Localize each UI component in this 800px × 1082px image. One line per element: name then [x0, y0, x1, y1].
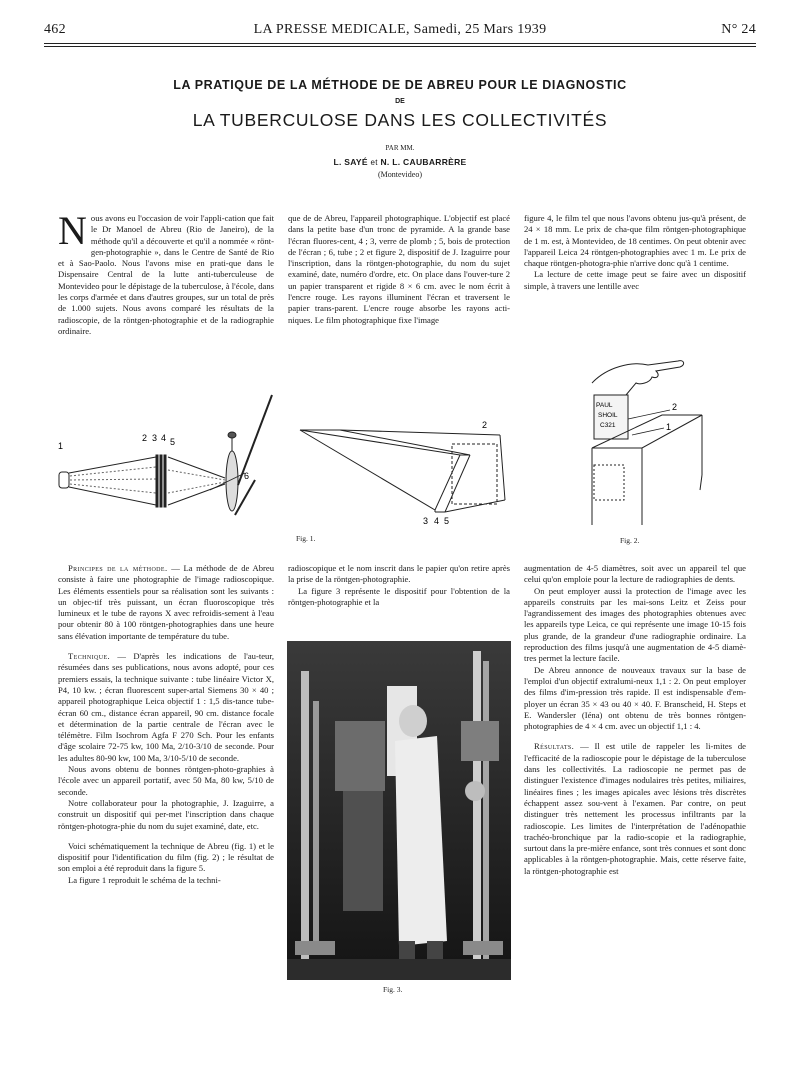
principes-text: — La méthode de de Abreu consiste à faire une photographie de l'image radioscopique. Les éléments essentiels pour sa réalisation sont les suivants : un objec-tif très puissant, un écran fluoroscopique très lumineux et le tube de rayons X avec refroidis-sement à l'eau pour obtenir 80 à 100 röntgen-photographies dans une heure sans élévation importante de température du tube.	[58, 563, 274, 641]
body-column-3	[524, 563, 746, 877]
technique-heading: Technique.	[68, 651, 111, 662]
fig1-label-1: 1	[58, 441, 64, 451]
figure-2-caption: Fig. 2.	[620, 536, 640, 545]
figure-1-schematic-left	[50, 375, 290, 535]
resultats-paragraph	[524, 741, 746, 877]
affiliation: (Montevideo)	[378, 170, 422, 179]
tube-rect	[59, 472, 69, 488]
author-2: N. L. CAUBARRÈRE	[380, 157, 467, 167]
resultats-text: — Il est utile de rappeler les li-mites de l'efficacité de la radioscopie pour le dépistage de la tuberculose dans les collectivités. La radioscopie ne permet pas de distinguer l'existence d'images nodulaires très petites, miliaires, linéaires fines ; les images apicales avec lésions très discrètes échappent assez sou-vent à l'examen. Par contre, on peut distinguer très nettement les processus infiltrants par la radioscopie. Les limites de l'interprétation de l'adénopathie trachéo-bronchique par la radio-scopie et la radiographie, surtout dans la pre-mière enfance, sont très connues et sont donc applicables à la röntgen-photographie. Mais, cette réserve faite, la röntgen-photographie est	[524, 741, 746, 876]
intro-paragraph-3: figure 4, le film tel que nous l'avons obtenu jus-qu'à présent, de 24 × 18 mm. Le prix de cha-que film röntgen-photographique de 1 m. est, à Montevideo, de 18 centimes. On peut obtenir avec l'appareil Leica 24 röntgen-photographies avec 1 m. Le prix de chaque röntgen-photogra-phie n'arrive donc qu'à 1 centime.	[524, 213, 746, 269]
fig1-label-4: 4	[161, 433, 167, 443]
fig1b-label-5: 5	[444, 516, 450, 526]
principes-heading: Principes de la méthode.	[68, 563, 168, 573]
figure-3-photograph	[287, 641, 511, 980]
intro-column-1	[58, 208, 274, 337]
figure1-ref-paragraph: La figure 1 reproduit le schéma de la techni-	[68, 874, 221, 885]
portatif-paragraph: Nous avons obtenu de bonnes röntgen-photo-graphies à l'école avec un appareil portatif, avec 50 Ma, 80 kw, 5/10 de seconde.	[58, 764, 274, 797]
mid-paragraph-2: La figure 3 représente le dispositif pour l'obtention de la röntgen-photographie et la	[288, 585, 510, 607]
principes-paragraph	[58, 563, 274, 642]
fig1-label-6: 6	[244, 471, 250, 481]
fig1-label-2: 2	[142, 433, 148, 443]
journal-title: LA PRESSE MEDICALE, Samedi, 25 Mars 1939	[253, 22, 547, 37]
issue-number: N° 24	[721, 22, 756, 37]
collaborateur-paragraph: Notre collaborateur pour la photographie, J. Izaguirre, a construit un dispositif qui per-met l'inscription dans chaque röntgen-photogra-phie du nom du sujet examiné, date, etc.	[58, 797, 274, 831]
plate-text-1: PAUL	[596, 402, 613, 409]
article-title-line2: DE	[395, 98, 405, 105]
byline: PAR MM.	[385, 144, 415, 152]
article-title-line3: LA TUBERCULOSE DANS LES COLLECTIVITÉS	[192, 110, 608, 130]
mid-paragraph-1: radioscopique et le nom inscrit dans le papier qu'on retire après la prise de la röntgen-photographie.	[288, 563, 510, 585]
body-column-1	[58, 563, 274, 886]
figure-1-caption: Fig. 1.	[296, 534, 316, 543]
author-1: L. SAYÉ	[333, 157, 368, 167]
plate-text-3: C321	[600, 422, 616, 429]
intro-paragraph-2: que de de Abreu, l'appareil photographique. L'objectif est placé dans la petite base d'un tronc de pyramide. A la grande base l'écran fluores-cent, 4 ; 3, verre de plomb ; 5, bois de protection de l'écran ; 6, tube ; 2 et figure 2, dispositif de J. Izaguirre pour l'inscription, dans la röntgen-photographie, du nom du sujet examiné, date, numéro d'ordre, etc. On place dans l'ouver-ture 2 un papier transparent et rigide 8 × 6 cm. avec le nom écrit à l'encre rouge. Les rayons illuminent l'écran et traversent le papier trans-parent. L'encre rouge absorbe les rayons acti-niques. Le film photographique fixe l'image	[288, 213, 510, 325]
right-paragraph-3: De Abreu annonce de nouveaux travaux sur la base de l'emploi d'un objectif extralumi-neux 1,1 : 2. On peut employer des films d'im-pression très rapide. Il est indispensable d'em-ployer un écran 35 × 43 ou 40 × 40. F. Branscheid, H. Steps et E. Wandersler (Iéna) ont obtenu de très bonnes röntgen-photographies de 4 × 4 cm. avec un objectif 1,1 : 4.	[524, 664, 746, 732]
fig1-label-3: 3	[152, 433, 158, 443]
intro-text: ous avons eu l'occasion de voir l'appli-cation que fait le Dr Manoel de Abreu (Rio de Janeiro), de la méthode qu'il a découverte et qu'il a nommée « rönt-gen-photographie », dans le Centre de Santé de Rio et à Sao-Paolo. Nous l'avons mise en prati-que dans le Dispensaire Central de la lutte anti-tuberculeuse de Montevideo pour le dépistage de la tuberculose, à l'école, dans les corps d'armée et dans d'autres groupes, sur un total de près de 1.000 sujets. Nous avons comparé les résultats de la radioscopie, de la röntgen-photographie et de la radiographie ordinaire.	[58, 213, 274, 336]
authors	[0, 157, 800, 167]
right-paragraph-2: On peut employer aussi la protection de l'image avec les appareils construits par les mai-sons Leitz et Zeiss pour l'agrandissement des images des photographies obtenues avec les appareils type Leica, ce qui représente une image 10-15 fois plus grande, de la grandeur d'une radiographie ordinaire. La reproduction des films jusqu'à une augmentation de 4-5 diamè-tres permet la lecture facile.	[524, 585, 746, 664]
figure-3-caption: Fig. 3.	[383, 985, 403, 994]
intro-column-3	[524, 213, 746, 292]
figure-1-perspective-box	[295, 420, 525, 530]
fig1b-label-2: 2	[482, 420, 488, 430]
fig2-label-2: 2	[672, 402, 678, 412]
intro-paragraph-4: La lecture de cette image peut se faire avec un dispositif simple, à travers une lentille avec	[524, 269, 746, 291]
drop-cap: N	[58, 208, 87, 253]
voici-paragraph: Voici schématiquement la technique de Abreu (fig. 1) et le dispositif pour l'identification du film (fig. 2) ; le résultat de son emploi a été reproduit dans la figure 5.	[58, 840, 274, 874]
article-title-line1: LA PRATIQUE DE LA MÉTHODE DE DE ABREU POUR LE DIAGNOSTIC	[173, 78, 627, 92]
body-column-2	[288, 563, 510, 608]
resultats-heading: Résultats.	[534, 741, 575, 752]
fig1b-label-4: 4	[434, 516, 440, 526]
header-rule	[44, 43, 756, 44]
author-conjunction: et	[370, 158, 378, 167]
cone-bottom-line	[69, 487, 156, 505]
fig1-label-5: 5	[170, 437, 176, 447]
page-number: 462	[44, 22, 66, 37]
cone-top-line	[69, 457, 156, 473]
fig2-label-1: 1	[666, 422, 672, 432]
fig1b-label-3: 3	[423, 516, 429, 526]
intro-paragraph	[58, 208, 274, 337]
plate-text-2: SHOIL	[598, 412, 618, 419]
intro-column-2	[288, 213, 510, 326]
header-rule-2	[44, 46, 756, 47]
technique-paragraph	[58, 651, 274, 764]
hand-outline	[592, 361, 684, 395]
technique-text: — D'après les indications de l'au-teur, résumées dans ses publications, nous avons adopté, pour ces premiers essais, la technique suivante : tube linéaire Victor X, P4, 10 kw. ; écran fluorescent super-artal Siemens 30 × 40 ; appareil photographique Leica objectif 1 : 1,5 dis-tance tube-écran 60 cm., distance écran appareil, 90 cm. distance focale et détermination de la partie centrale de l'écran avec le télémètre. Film Isochrom Agfa F 270 Sch. Pour les enfants d'âge scolaire 72-75 kw, 100 Ma, 2/10-3/10 de seconde. Pour les adultes 80-90 kw, 100 Ma, 3/10-5/10 de seconde.	[58, 651, 274, 763]
right-paragraph-1: augmentation de 4-5 diamètres, soit avec un appareil tel que celui qu'on emploie pour la lecture de radiographies de dents.	[524, 563, 746, 585]
figure-2-drawing	[552, 355, 742, 535]
